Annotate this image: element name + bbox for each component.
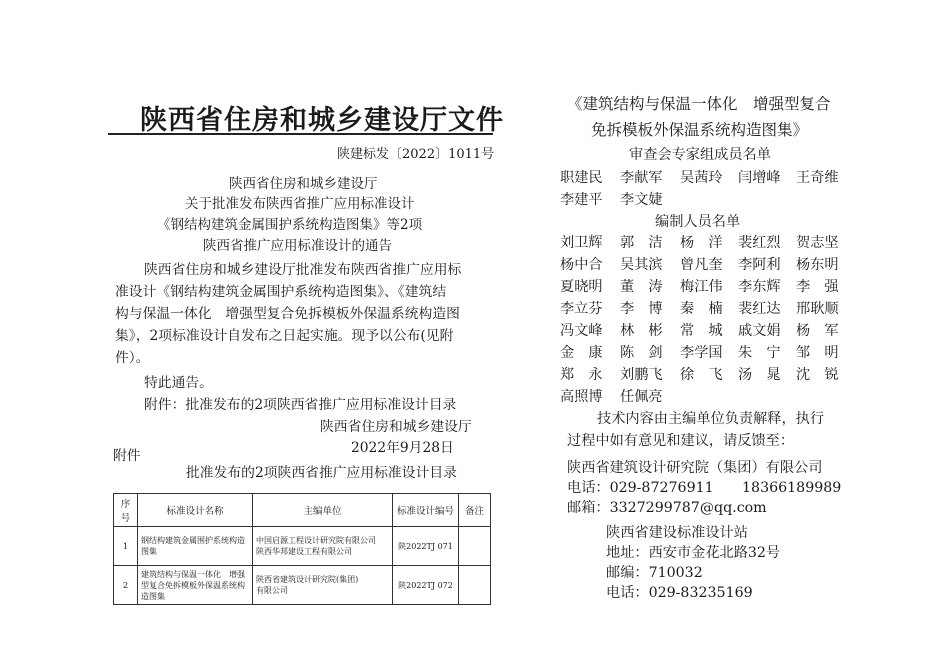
review-heading: 审查会专家组成员名单 [629, 147, 771, 163]
name-cell: 邹 明 [796, 345, 839, 361]
name-cell: 金 康 [560, 345, 603, 361]
body-line: 集》，2项标准设计自发布之日起实施。现予以公布(见附 [115, 328, 454, 344]
name-cell: 朱 宁 [738, 345, 781, 361]
column-header: 标准设计名称 [138, 494, 253, 527]
name-cell: 杨中合 [560, 257, 603, 273]
attachment-line: 附件：批准发布的2项陕西省推广应用标准设计目录 [144, 397, 457, 413]
name-cell: 秦 楠 [680, 301, 723, 317]
name-cell: 汤 晁 [738, 367, 781, 383]
name-cell: 徐 飞 [680, 367, 723, 383]
headline-line: 陕西省住房和城乡建设厅 [229, 176, 378, 192]
name-cell: 李 强 [796, 279, 839, 295]
document-title: 陕西省住房和城乡建设厅文件 [140, 105, 504, 136]
notice-text: 特此通告。 [144, 375, 213, 391]
name-cell: 常 城 [680, 323, 723, 339]
name-cell: 李建平 [560, 192, 603, 208]
name-cell: 曾凡奎 [680, 257, 723, 273]
unit1-tel: 电话：029-87276911 18366189989 [567, 480, 842, 496]
name-cell: 贺志坚 [796, 235, 839, 251]
name-cell: 郭 洁 [620, 235, 663, 251]
body-line: 件）。 [115, 350, 150, 366]
tech-note-line: 过程中如有意见和建议，请反馈至： [567, 433, 795, 449]
name-cell: 李立芬 [560, 301, 603, 317]
title-rule [108, 133, 493, 135]
standards-table [113, 493, 491, 605]
standard-name: 钢结构建筑金属围护系统构造图集 [138, 527, 253, 566]
name-cell: 王奇维 [796, 170, 839, 186]
unit2-tel: 电话：029-83235169 [606, 585, 753, 601]
name-cell: 吴茜玲 [680, 170, 723, 186]
name-cell: 李阿利 [738, 257, 781, 273]
unit1-email: 邮箱：3327299787@qq.com [567, 500, 767, 516]
column-header: 序号 [114, 494, 138, 527]
signer: 陕西省住房和城乡建设厅 [320, 419, 472, 435]
name-cell: 杨 军 [796, 323, 839, 339]
name-cell: 陈 剑 [620, 345, 663, 361]
headline-line: 关于批准发布陕西省推广应用标准设计 [185, 196, 415, 212]
name-cell: 吴其滨 [620, 257, 663, 273]
column-header: 主编单位 [253, 494, 393, 527]
headline-line: 《钢结构建筑金属围护系统构造图集》等2项 [157, 217, 423, 233]
name-cell: 林 彬 [620, 323, 663, 339]
standard-code: 陕2022TJ 072 [393, 566, 459, 605]
name-cell: 杨东明 [796, 257, 839, 273]
name-cell: 董 涛 [620, 279, 663, 295]
name-cell: 戚文娟 [738, 323, 781, 339]
body-line: 构与保温一体化 增强型复合免拆模板外保温系统构造图 [115, 306, 460, 322]
column-header: 标准设计编号 [393, 494, 459, 527]
editor-unit-line: 陕西省建筑设计研究院(集团) [256, 575, 359, 584]
name-cell: 邢耿顺 [796, 301, 839, 317]
unit1-name: 陕西省建筑设计研究院（集团）有限公司 [567, 460, 823, 476]
name-cell: 李 博 [620, 301, 663, 317]
name-cell: 李学国 [680, 345, 723, 361]
name-cell: 裴红烈 [738, 235, 781, 251]
headline-line: 陕西省推广应用标准设计的通告 [203, 238, 392, 254]
compile-heading: 编制人员名单 [655, 214, 741, 230]
annex-label: 附件 [113, 448, 141, 464]
annex-title: 批准发布的2项陕西省推广应用标准设计目录 [186, 465, 457, 481]
name-cell: 闫增峰 [738, 170, 781, 186]
name-cell: 夏晓明 [560, 279, 603, 295]
name-cell: 高照博 [560, 389, 603, 405]
issue-date: 2022年9月28日 [351, 440, 454, 456]
remark [459, 566, 491, 605]
atlas-title-line: 《建筑结构与保温一体化 增强型复合 [567, 95, 831, 113]
editor-unit-line: 有限公司 [256, 586, 288, 595]
unit2-address: 地址：西安市金花北路32号 [606, 545, 781, 561]
row-number: 2 [114, 566, 138, 605]
name-cell: 刘卫辉 [560, 235, 603, 251]
document-number: 陕建标发〔2022〕1011号 [337, 147, 495, 162]
editor-unit-line: 陕西华邦建设工程有限公司 [256, 547, 352, 556]
standard-code: 陕2022TJ 071 [393, 527, 459, 566]
editor-unit-line: 中国启源工程设计研究院有限公司 [256, 536, 376, 545]
editor-unit [253, 527, 393, 566]
column-header: 备注 [459, 494, 491, 527]
unit2-name: 陕西省建设标准设计站 [606, 525, 748, 541]
table-row [114, 527, 491, 566]
name-cell: 职建民 [560, 170, 603, 186]
name-cell: 裴红达 [738, 301, 781, 317]
atlas-title-line: 免拆模板外保温系统构造图集》 [591, 121, 809, 139]
name-cell: 李献军 [620, 170, 663, 186]
name-cell: 冯文峰 [560, 323, 603, 339]
remark [459, 527, 491, 566]
body-line: 准设计《钢结构建筑金属围护系统构造图集》、《建筑结 [115, 284, 447, 300]
name-cell: 杨 洋 [680, 235, 723, 251]
name-cell: 梅江伟 [680, 279, 723, 295]
name-cell: 郑 永 [560, 367, 603, 383]
name-cell: 刘鹏飞 [620, 367, 663, 383]
table-header-row [114, 494, 491, 527]
name-cell: 李文婕 [620, 192, 663, 208]
row-number: 1 [114, 527, 138, 566]
editor-unit [253, 566, 393, 605]
table-row [114, 566, 491, 605]
name-cell: 沈 锐 [796, 367, 839, 383]
body-line: 陕西省住房和城乡建设厅批准发布陕西省推广应用标 [144, 262, 462, 278]
name-cell: 任佩亮 [620, 389, 663, 405]
unit2-post: 邮编：710032 [606, 565, 703, 581]
tech-note-line: 技术内容由主编单位负责解释，执行 [597, 411, 825, 427]
standard-name: 建筑结构与保温一体化 增强型复合免拆模板外保温系统构造图集 [138, 566, 253, 605]
name-cell: 李东辉 [738, 279, 781, 295]
